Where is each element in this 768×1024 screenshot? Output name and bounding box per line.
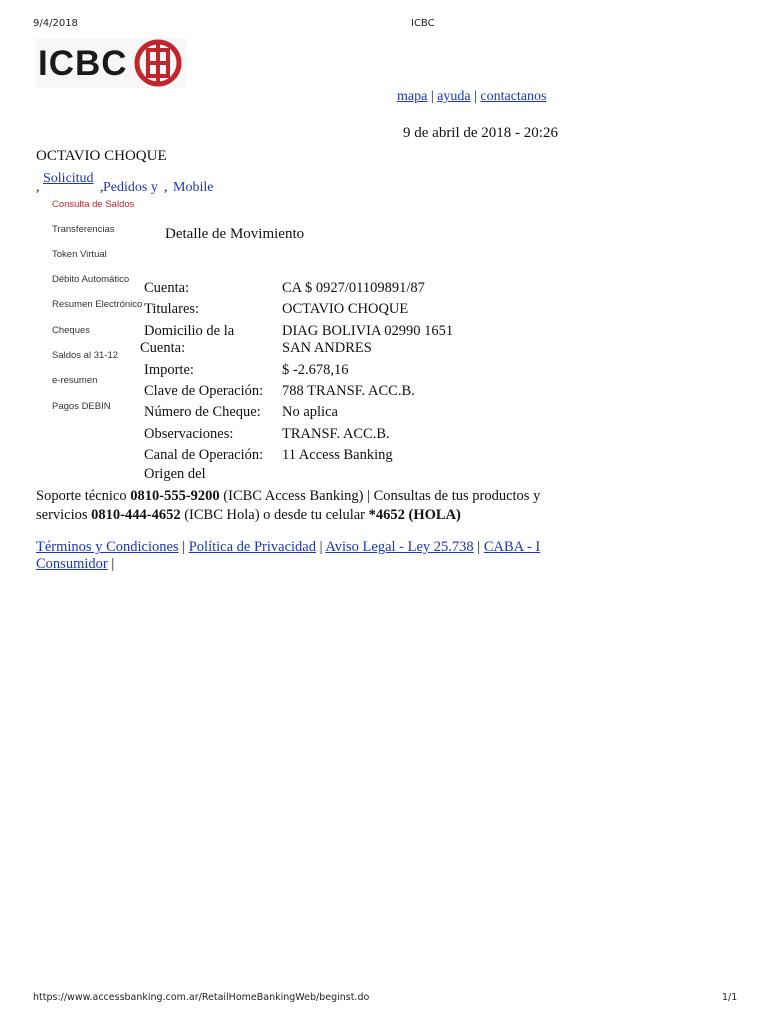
link-privacidad[interactable]: Política de Privacidad: [188, 539, 316, 555]
detail-label: Clave de Operación:: [144, 383, 264, 399]
separator: |: [477, 539, 481, 555]
user-name: OCTAVIO CHOQUE: [36, 148, 167, 164]
main-nav: [36, 171, 236, 195]
detail-label: Número de Cheque:: [144, 404, 261, 420]
submenu-consulta-saldos[interactable]: Consulta de Saldos: [52, 199, 135, 210]
support-info: [36, 487, 560, 525]
footer-links: [36, 539, 560, 577]
session-datetime: 9 de abril de 2018 - 20:26: [403, 125, 558, 141]
detail-label: Importe:: [144, 362, 194, 378]
link-contactanos[interactable]: contactanos: [480, 89, 547, 104]
detail-value: CA $ 0927/01109891/87: [282, 280, 425, 296]
print-title: ICBC: [411, 18, 435, 29]
icbc-logo[interactable]: [36, 38, 186, 88]
link-consumidor[interactable]: Consumidor: [36, 556, 108, 572]
print-page-number: 1/1: [722, 992, 738, 1003]
detail-value: DIAG BOLIVIA 02990 1651 SAN ANDRES: [282, 323, 454, 356]
detail-label: Canal de Operación:: [144, 447, 264, 463]
link-terminos[interactable]: Términos y Condiciones: [36, 539, 179, 555]
detail-value: 788 TRANSF. ACC.B.: [282, 383, 415, 399]
submenu-cheques[interactable]: Cheques: [52, 325, 91, 336]
link-ayuda[interactable]: ayuda: [437, 89, 471, 104]
submenu-saldos-31-12[interactable]: Saldos al 31-12: [52, 350, 119, 361]
detail-value: $ -2.678,16: [282, 362, 349, 378]
movement-detail-table: [138, 270, 578, 482]
detail-value: No aplica: [282, 404, 338, 420]
support-text: (ICBC Hola) o desde tu celular: [184, 507, 366, 523]
submenu-transferencias[interactable]: Transferencias: [52, 224, 115, 235]
submenu-debito-automatico[interactable]: Débito Automático: [52, 274, 130, 285]
separator: |: [111, 556, 115, 572]
print-url: https://www.accessbanking.com.ar/RetailHomeBankingWeb/beginst.do: [33, 992, 370, 1003]
link-mapa[interactable]: mapa: [397, 89, 428, 104]
detail-title: Detalle de Movimiento: [165, 226, 305, 242]
separator: |: [474, 89, 477, 104]
support-text: (ICBC Access Banking) | Consultas de tus productos y servicios: [36, 488, 541, 523]
detail-label: Domicilio de la Cuenta:: [140, 323, 235, 356]
support-prefix: Soporte técnico: [36, 488, 127, 504]
detail-value: 11 Access Banking: [282, 447, 393, 463]
support-phone-mobile: *4652 (HOLA): [368, 507, 461, 523]
logo-wordmark: ICBC: [38, 44, 128, 83]
icbc-emblem-icon: [134, 39, 182, 87]
detail-value: TRANSF. ACC.B.: [282, 426, 390, 442]
nav-solicitud[interactable]: Solicitud: [43, 171, 94, 186]
separator: |: [430, 89, 434, 104]
nav-pedidos[interactable]: Pedidos y: [103, 180, 158, 195]
detail-label: Origen del: [144, 466, 206, 482]
detail-label: Observaciones:: [144, 426, 234, 442]
print-date: 9/4/2018: [33, 18, 78, 29]
submenu-pagos-debin[interactable]: Pagos DEBIN: [52, 401, 111, 412]
separator: |: [319, 539, 323, 555]
support-phone-access-banking: 0810-555-9200: [130, 488, 220, 504]
nav-separator: ,: [36, 180, 40, 195]
support-phone-icbc-hola: 0810-444-4652: [91, 507, 181, 523]
detail-label: Titulares:: [144, 301, 200, 317]
detail-value: OCTAVIO CHOQUE: [282, 301, 409, 317]
nav-separator: ,: [100, 180, 104, 195]
link-aviso-legal[interactable]: Aviso Legal - Ley 25.738: [325, 539, 474, 555]
nav-separator: ,: [164, 180, 168, 195]
submenu-resumen-electronico[interactable]: Resumen Electrónico: [52, 299, 143, 310]
top-links: [397, 89, 546, 105]
submenu-e-resumen[interactable]: e-resumen: [52, 375, 98, 386]
separator: |: [182, 539, 186, 555]
submenu-token-virtual[interactable]: Token Virtual: [52, 249, 107, 260]
detail-label: Cuenta:: [144, 280, 190, 296]
nav-mobile[interactable]: Mobile: [173, 180, 214, 195]
link-caba[interactable]: CABA - I: [483, 539, 541, 555]
